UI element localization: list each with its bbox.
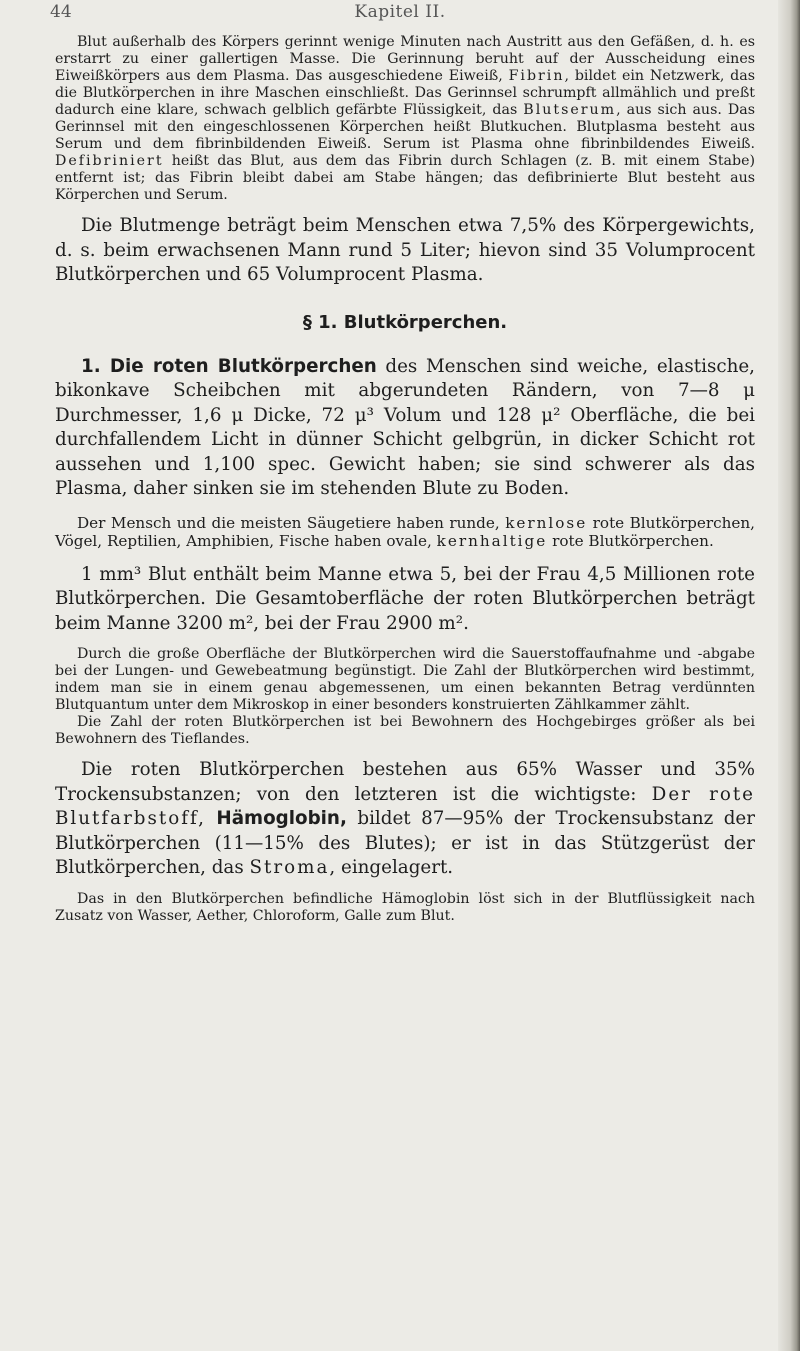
paragraph-cell-count: 1 mm³ Blut enthält beim Manne etwa 5, bei der Frau 4,5 Millionen rote Blutkörperchen. Die Gesamtoberfläche der roten Blutkörperchen beträgt beim Manne 3200 m², bei der Frau 2900 m².: [55, 563, 755, 634]
paragraph-species: Der Mensch und die meisten Säugetiere haben runde, kernlose rote Blutkörperchen, Vögel, Reptilien, Amphibien, Fische haben ovale, kernhaltige rote Blutkörperchen.: [55, 513, 755, 550]
term-fibrin: Fibrin: [508, 68, 565, 84]
page-number: 44: [50, 2, 72, 22]
paragraph-altitude: Die Zahl der roten Blutkörperchen ist bei Bewohnern des Hochgebirges größer als bei Bewohnern des Tieflandes.: [55, 714, 755, 747]
term-blutfarbstoff: Der rote Blutfarbstoff,: [55, 783, 756, 829]
running-head: Kapitel II.: [354, 2, 446, 22]
subsection-title: 1. Die roten Blutkörperchen: [81, 355, 377, 377]
term-kernlose: kernlose: [505, 513, 588, 532]
page-header: [50, 2, 750, 32]
term-haemoglobin: Hämoglobin,: [216, 808, 347, 829]
section-title: § 1. Blutkörperchen.: [302, 311, 508, 333]
term-defibriniert: Defibriniert: [55, 153, 164, 169]
term-blutserum: Blutserum: [523, 102, 617, 118]
paragraph-haemoglobin-solution: Das in den Blutkörperchen befindliche Hämoglobin löst sich in der Blutflüssigkeit nach Zusatz von Wasser, Aether, Chloroform, Galle zum Blut.: [55, 890, 755, 924]
paragraph-red-cells: 1. Die roten Blutkörperchen des Menschen sind weiche, elastische, bikonkave Scheibchen mit abgerundeten Rändern, von 7—8 μ Durchmesser, 1,6 μ Dicke, 72 μ³ Volum und 128 μ² Oberfläche, die bei durchfallendem Licht in dünner Schicht gelbgrün, in dicker Schicht rot aussehen und 1,100 spec. Gewicht haben; sie sind schwerer als das Plasma, daher sinken sie im stehenden Blute zu Boden.: [55, 355, 755, 499]
paragraph-composition: Die roten Blutkörperchen bestehen aus 65% Wasser und 35% Trockensubstanzen; von den letzteren ist die wichtigste: Der rote Blutfarbstoff, Hämoglobin, bildet 87—95% der Trockensubstanz der Blutkörperchen (11—15% des Blutes); er ist in das Stützgerüst der Blutkörperchen, das Stroma, eingelagert.: [55, 759, 756, 878]
paragraph-blood-quantity: Die Blutmenge beträgt beim Menschen etwa 7,5% des Körpergewichts, d. s. beim erwachsenen Mann rund 5 Liter; hievon sind 35 Volumprocent Blutkörperchen und 65 Volumprocent Plasma.: [55, 215, 755, 285]
term-kernhaltige: kernhaltige: [436, 532, 548, 550]
page-body: [55, 34, 755, 925]
paragraph-oxygen-uptake: Durch die große Oberfläche der Blutkörperchen wird die Sauerstoffaufnahme und -abgabe bei der Lungen- und Gewebeatmung begünstigt. Die Zahl der Blutkörperchen wird bestimmt, indem man sie in einem genau abgemessenen, um einen bekannten Betrag verdünnten Blutquantum unter dem Mikroskop in einer besonders konstruierten Zählkammer zählt.: [55, 646, 755, 713]
term-stroma: Stroma: [249, 857, 330, 878]
paragraph-blood-clotting: Blut außerhalb des Körpers gerinnt wenige Minuten nach Austritt aus den Gefäßen, d. h. es erstarrt zu einer gallertigen Masse. Die Gerinnung beruht auf der Ausscheidung eines Eiweißkörpers aus dem Plasma. Das ausgeschiedene Eiweiß, Fibrin, bildet ein Netzwerk, das die Blutkörperchen in ihre Maschen einschließt. Das Gerinnsel schrumpft allmählich und preßt dadurch eine klare, schwach gelblich gefärbte Flüssigkeit, das Blutserum, aus sich aus. Das Gerinnsel mit den eingeschlossenen Körperchen heißt Blutkuchen. Blutplasma besteht aus Serum und dem fibrinbildenden Eiweiß. Serum ist Plasma ohne fibrinbildendes Eiweiß. Defibriniert heißt das Blut, aus dem das Fibrin durch Schlagen (z. B. mit einem Stabe) entfernt ist; das Fibrin bleibt dabei am Stabe hängen; das defibrinierte Blut besteht aus Körperchen und Serum.: [55, 34, 755, 203]
